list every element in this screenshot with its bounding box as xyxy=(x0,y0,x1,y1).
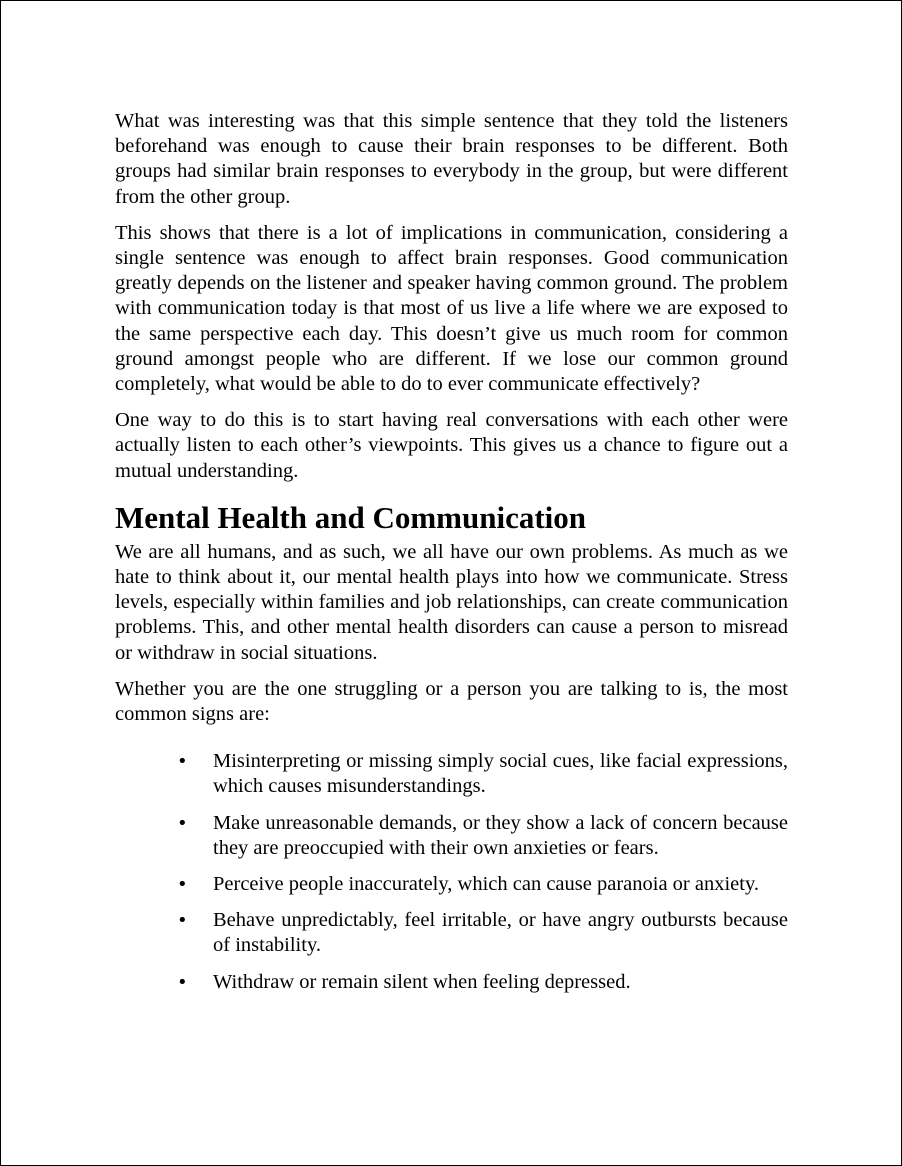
list-item-text: Misinterpreting or missing simply social cues, like facial expressions, which causes misunderstandings. xyxy=(213,750,788,798)
paragraph: Whether you are the one struggling or a person you are talking to is, the most common signs are: xyxy=(115,677,788,726)
list-item xyxy=(115,749,788,799)
paragraph: This shows that there is a lot of implications in communication, considering a single sentence was enough to affect brain responses. Good communication greatly depends on the listener and speaker having common ground. The problem with communication today is that most of us live a life where we are exposed to the same perspective each day. This doesn’t give us much room for common ground amongst people who are different. If we lose our common ground completely, what would be able to do to ever communicate effectively? xyxy=(115,221,788,396)
list-item-text: Withdraw or remain silent when feeling depressed. xyxy=(213,970,631,993)
paragraph: One way to do this is to start having real conversations with each other were actually listen to each other’s viewpoints. This gives us a chance to figure out a mutual understanding. xyxy=(115,409,788,482)
page-content xyxy=(115,109,788,1006)
bullet-icon: • xyxy=(177,971,188,993)
list-item-text: Make unreasonable demands, or they show a lack of concern because they are preoccupied with their own anxieties or fears. xyxy=(213,811,788,859)
paragraph: What was interesting was that this simple sentence that they told the listeners beforehand was enough to cause their brain responses to be different. Both groups had similar brain responses to everybody in the group, but were different from the other group. xyxy=(115,110,788,208)
list-item xyxy=(115,908,788,958)
list-item xyxy=(115,970,788,995)
list-item-text: Behave unpredictably, feel irritable, or have angry outbursts because of instability. xyxy=(213,909,788,957)
paragraph: We are all humans, and as such, we all have our own problems. As much as we hate to think about it, our mental health plays into how we communicate. Stress levels, especially within families and job relationships, can create communication problems. This, and other mental health disorders can cause a person to misread or withdraw in social situations. xyxy=(115,540,788,664)
bullet-list xyxy=(115,749,788,995)
bullet-icon: • xyxy=(177,751,188,773)
list-item-text: Perceive people inaccurately, which can cause paranoia or anxiety. xyxy=(213,873,760,896)
list-item xyxy=(115,811,788,861)
list-item xyxy=(115,872,788,897)
bullet-icon: • xyxy=(177,874,188,896)
bullet-icon: • xyxy=(177,910,188,932)
section-heading: Mental Health and Communication xyxy=(115,499,587,535)
bullet-icon: • xyxy=(177,812,188,834)
